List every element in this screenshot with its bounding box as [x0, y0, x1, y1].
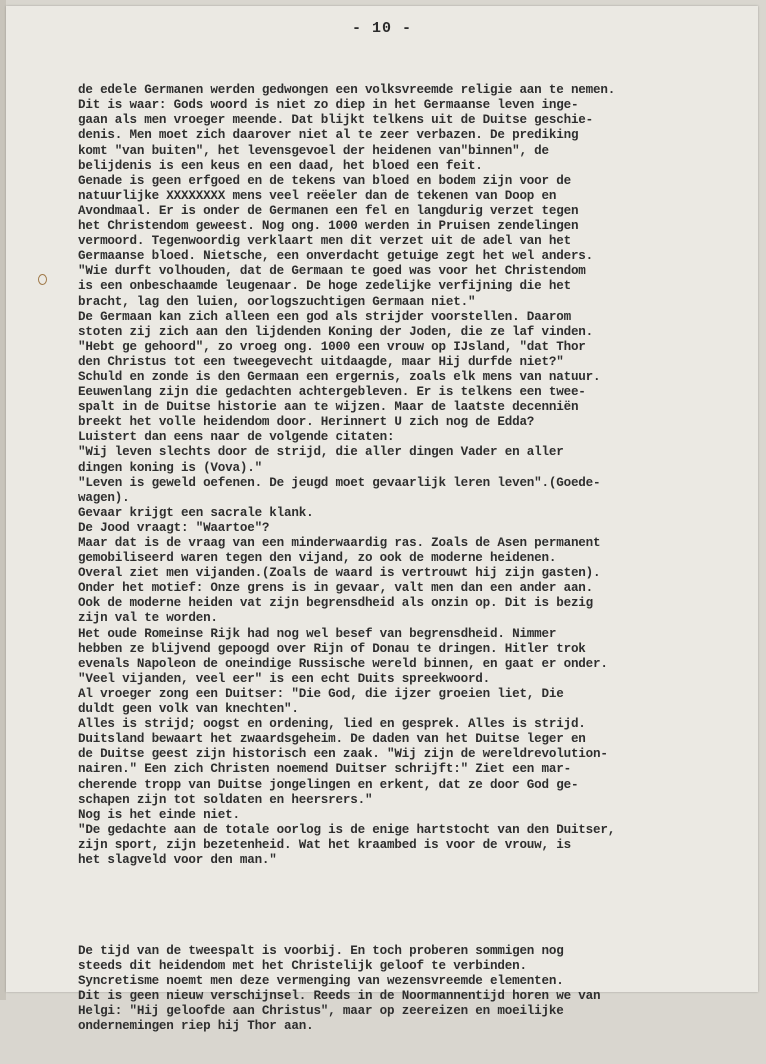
text-line: cherende tropp van Duitse jongelingen en erkent, dat ze door God ge- — [78, 777, 579, 792]
text-line: het slagveld voor den man." — [78, 852, 277, 867]
text-line: duldt geen volk van knechten". — [78, 702, 299, 717]
text-line: Schuld en zonde is den Germaan een ergernis, zoals elk mens van natuur. — [78, 369, 601, 384]
text-line: stoten zij zich aan den lijdenden Koning der Joden, die ze laf vinden. — [78, 324, 594, 339]
text-line: wagen). — [78, 490, 130, 505]
text-line: Genade is geen erfgoed en de tekens van bloed en bodem zijn voor de — [78, 173, 571, 188]
text-line: gaan als men vroeger meende. Dat blijkt telkens uit de Duitse geschie- — [78, 113, 594, 128]
text-line: Gevaar krijgt een sacrale klank. — [78, 505, 314, 520]
text-line: De tijd van de tweespalt is voorbij. En toch proberen sommigen nog — [78, 943, 564, 958]
blank-line — [78, 898, 758, 913]
text-line: "De gedachte aan de totale oorlog is de enige hartstocht van den Duitser, — [78, 822, 616, 837]
text-line: zijn val te worden. — [78, 611, 218, 626]
text-line: Alles is strijd; oogst en ordening, lied en gesprek. Alles is strijd. — [78, 717, 586, 732]
text-line: dingen koning is (Vova)." — [78, 460, 262, 475]
text-line: belijdenis is een keus en een daad, het bloed een feit. — [78, 158, 483, 173]
text-line: zijn sport, zijn bezetenheid. Wat het kraambed is voor de vrouw, is — [78, 837, 571, 852]
text-line: Dit is geen nieuw verschijnsel. Reeds in de Noormannentijd horen we van — [78, 988, 601, 1003]
text-line: Maar dat is de vraag van een minderwaardig ras. Zoals de Asen permanent — [78, 536, 601, 550]
text-line: "Leven is geweld oefenen. De jeugd moet gevaarlijk leren leven".(Goede- — [78, 475, 601, 490]
text-line: Duitsland bewaart het zwaardsgeheim. De daden van het Duitse leger en — [78, 732, 586, 747]
text-line: "Veel vijanden, veel eer" is een echt Duits spreekwoord. — [78, 671, 491, 686]
text-line: De Jood vraagt: "Waartoe"? — [78, 520, 270, 535]
text-line: Onder het motief: Onze grens is in gevaar, valt men dan een ander aan. — [78, 581, 594, 596]
text-line: hebben ze blijvend gepoogd over Rijn of Donau te dringen. Hitler trok — [78, 641, 586, 656]
text-line: Ook de moderne heiden vat zijn begrensdheid als onzin op. Dit is bezig — [78, 596, 594, 611]
punch-hole — [38, 274, 47, 285]
text-line: Syncretisme noemt men deze vermenging van wezensvreemde elementen. — [78, 973, 564, 988]
text-line: "Wie durft volhouden, dat de Germaan te goed was voor het Christendom — [78, 264, 586, 279]
text-line: "Hebt ge gehoord", zo vroeg ong. 1000 een vrouw op IJsland, "dat Thor — [78, 339, 586, 354]
text-line: Nog is het einde niet. — [78, 807, 240, 822]
text-line: schapen zijn tot soldaten en heersrers." — [78, 792, 373, 807]
text-line: is een onbeschaamde leugenaar. De hoge zedelijke verfijning die het — [78, 279, 571, 294]
text-line: Dit is waar: Gods woord is niet zo diep in het Germaanse leven inge- — [78, 98, 579, 113]
text-line: het Christendom geweest. Nog ong. 1000 werden in Pruisen zendelingen — [78, 219, 579, 234]
text-line: natuurlijke XXXXXXXX mens veel reëeler dan de tekenen van Doop en — [78, 188, 557, 203]
text-line: bracht, lag den luien, oorlogszuchtigen Germaan niet." — [78, 294, 476, 309]
text-line: denis. Men moet zich daarover niet al te zeer verbazen. De prediking — [78, 128, 579, 143]
text-line: De Germaan kan zich alleen een god als strijder voorstellen. Daarom — [78, 309, 571, 324]
text-line: Het oude Romeinse Rijk had nog wel besef van begrensdheid. Nimmer — [78, 626, 557, 641]
text-line: Avondmaal. Er is onder de Germanen een fel en langdurig verzet tegen — [78, 203, 579, 218]
text-line: ondernemingen riep hij Thor aan. — [78, 1019, 314, 1033]
page-number: - 10 - — [351, 20, 412, 37]
typewritten-text — [78, 53, 758, 1064]
text-line: evenals Napoleon de oneindige Russische wereld binnen, en gaat er onder. — [78, 656, 608, 671]
text-line: "Wij leven slechts door de strijd, die aller dingen Vader en aller — [78, 445, 564, 460]
text-line: gemobiliseerd waren tegen den vijand, zo ook de moderne heidenen. — [78, 551, 557, 566]
text-line: steeds dit heidendom met het Christelijk geloof te verbinden. — [78, 958, 527, 973]
text-line: komt "van buiten", het levensgevoel der heidenen van"binnen", de — [78, 143, 549, 158]
text-line: de edele Germanen werden gedwongen een volksvreemde religie aan te nemen. — [78, 83, 616, 98]
text-line: spalt in de Duitse historie aan te wijzen. Maar de laatste decenniën — [78, 400, 579, 415]
text-line: vermoord. Tegenwoordig verklaart men dit verzet uit de adel van het — [78, 234, 571, 249]
text-line: Luistert dan eens naar de volgende citaten: — [78, 430, 395, 445]
text-line: Al vroeger zong een Duitser: "Die God, die ijzer groeien liet, Die — [78, 686, 564, 701]
paragraph-block-1 — [78, 83, 758, 868]
text-line: den Christus tot een tweegevecht uitdaagde, maar Hij durfde niet?" — [78, 354, 564, 369]
text-line: Overal ziet men vijanden.(Zoals de waard is vertrouwt hij zijn gasten). — [78, 566, 601, 581]
text-line: breekt het volle heidendom door. Herinnert U zich nog de Edda? — [78, 415, 535, 430]
text-line: Germaanse bloed. Nietsche, een onverdacht getuige zegt het wel anders. — [78, 249, 594, 264]
text-line: Eeuwenlang zijn die gedachten achtergebleven. Er is telkens een twee- — [78, 385, 586, 400]
text-line: nairen." Een zich Christen noemend Duitser schrijft:" Ziet een mar- — [78, 762, 571, 777]
text-line: Helgi: "Hij geloofde aan Christus", maar op zeereizen en moeilijke — [78, 1003, 564, 1018]
paragraph-block-2 — [78, 944, 758, 1035]
text-line: de Duitse geest zijn historisch een zaak. "Wij zijn de wereldrevolution- — [78, 747, 608, 762]
document-page — [6, 6, 758, 1033]
